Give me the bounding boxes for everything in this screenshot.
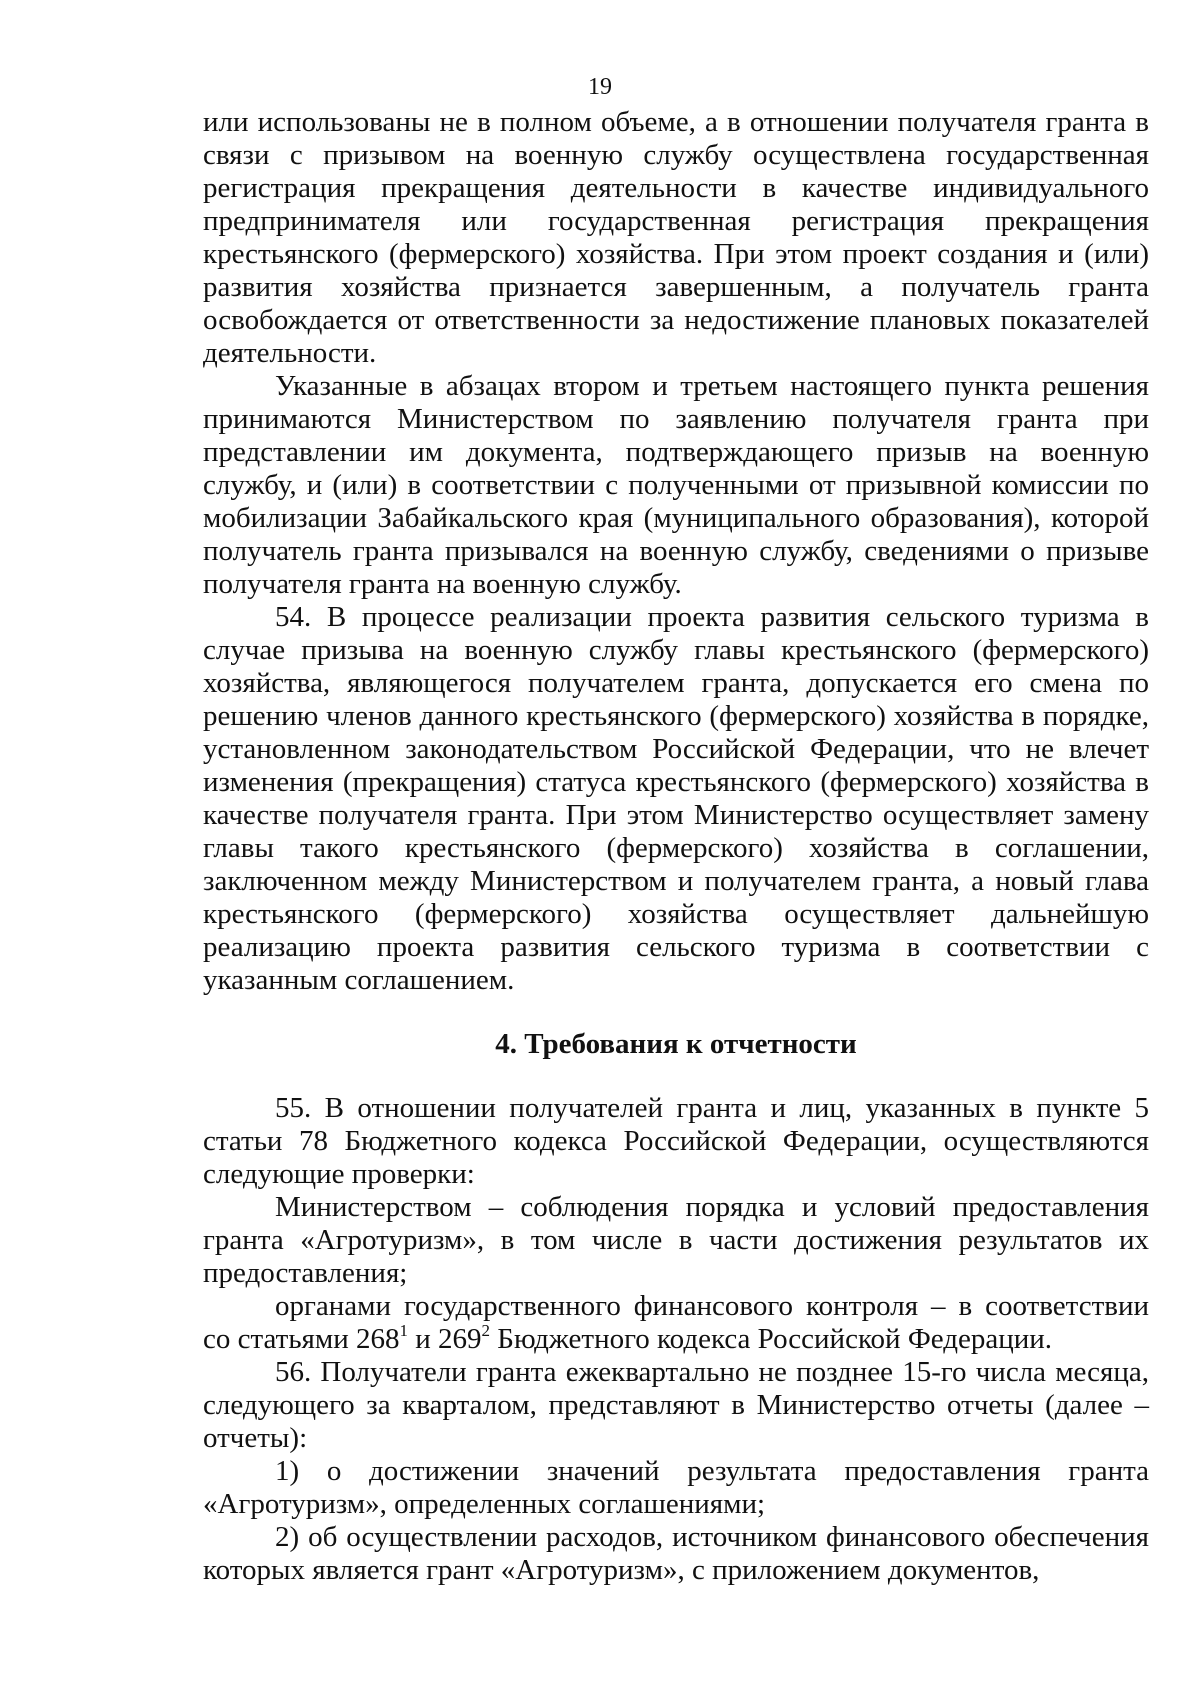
paragraph-item-55: 55. В отношении получателей гранта и лиц, указанных в пункте 5 статьи 78 Бюджетного кодекса Российской Федерации, осуществляются следующие проверки: bbox=[203, 1092, 1149, 1190]
paragraph-item-56: 56. Получатели гранта ежеквартально не позднее 15-го числа месяца, следующего за кварталом, представляют в Министерство отчеты (далее – отчеты): bbox=[203, 1356, 1149, 1454]
paragraph-item-54: 54. В процессе реализации проекта развития сельского туризма в случае призыва на военную службу главы крестьянского (фермерского) хозяйства, являющегося получателем гранта, допускается его смена по решению членов данного крестьянского (фермерского) хозяйства в порядке, установленном законодательством Российской Федерации, что не влечет изменения (прекращения) статуса крестьянского (фермерского) хозяйства в качестве получателя гранта. При этом Министерство осуществляет замену главы такого крестьянского (фермерского) хозяйства в соглашении, заключенном между Министерством и получателем гранта, а новый глава крестьянского (фермерского) хозяйства осуществляет дальнейшую реализацию проекта развития сельского туризма в соответствии с указанным соглашением. bbox=[203, 601, 1149, 996]
document-body bbox=[203, 106, 1149, 1587]
page-number: 19 bbox=[588, 74, 612, 100]
section-heading: 4. Требования к отчетности bbox=[495, 1028, 857, 1060]
spacer bbox=[203, 997, 1149, 1028]
control-text-part2: и 269 bbox=[408, 1323, 482, 1355]
control-text-part1: органами государственного финансового контроля – в соответствии со статьями 268 bbox=[203, 1290, 1149, 1355]
superscript-1: 1 bbox=[399, 1321, 409, 1340]
spacer bbox=[203, 1061, 1149, 1092]
paragraph-subitem-2: 2) об осуществлении расходов, источником финансового обеспечения которых является грант «Агротуризм», с приложением документов, bbox=[203, 1521, 1149, 1586]
paragraph-continuation: или использованы не в полном объеме, а в отношении получателя гранта в связи с призывом на военную службу осуществлена государственная регистрация прекращения деятельности в качестве индивидуального предпринимателя или государственная регистрация прекращения крестьянского (фермерского) хозяйства. При этом проект создания и (или) развития хозяйства признается завершенным, а получатель гранта освобождается от ответственности за недостижение плановых показателей деятельности. bbox=[203, 106, 1149, 369]
control-text-part3: Бюджетного кодекса Российской Федерации. bbox=[490, 1323, 1053, 1355]
superscript-2: 2 bbox=[481, 1321, 491, 1340]
paragraph-decisions: Указанные в абзацах втором и третьем настоящего пункта решения принимаются Министерством по заявлению получателя гранта при представлении им документа, подтверждающего призыв на военную службу, и (или) в соответствии с полученными от призывной комиссии по мобилизации Забайкальского края (муниципального образования), которой получатель гранта призывался на военную службу, сведениями о призыве получателя гранта на военную службу. bbox=[203, 370, 1149, 600]
paragraph-financial-control bbox=[203, 1290, 1149, 1356]
paragraph-ministry-checks: Министерством – соблюдения порядка и условий предоставления гранта «Агротуризм», в том числе в части достижения результатов их предоставления; bbox=[203, 1191, 1149, 1289]
paragraph-subitem-1: 1) о достижении значений результата предоставления гранта «Агротуризм», определенных соглашениями; bbox=[203, 1455, 1149, 1520]
